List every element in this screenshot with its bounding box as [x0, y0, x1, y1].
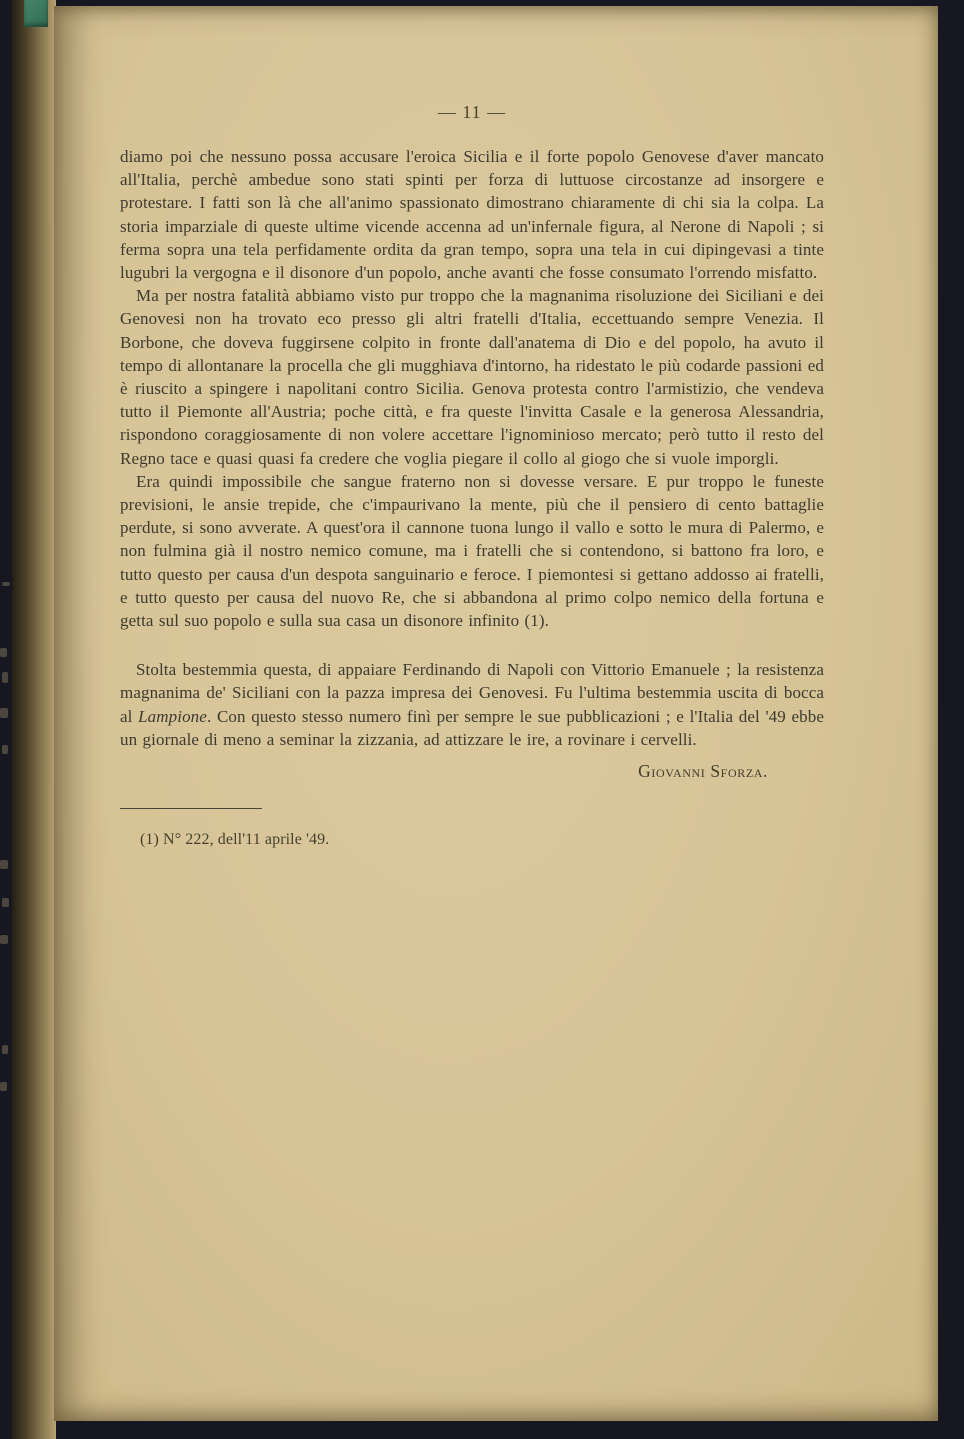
stray-ink-mark	[0, 648, 7, 657]
paragraph-closing	[120, 658, 824, 751]
paragraph-continuation: diamo poi che nessuno possa accusare l'eroica Sicilia e il forte popolo Genovese d'aver mancato all'Italia, perchè ambedue sono stati spinti per forza di luttuose circostanze ad insorgere e protestare. I fatti son là che all'animo spassionato dimostrano chiaramente di chi sia la colpa. La storia imparziale di queste ultime vicende accenna ad un'infernale figura, al Nerone di Napoli ; si ferma sopra una tela perfidamente ordita da gran tempo, sopra una tela in cui dipingevasi a tinte lugubri la vergogna e il disonore d'un popolo, anche avanti che fosse consumato l'orrendo misfatto.	[120, 147, 824, 283]
journal-title-italic: Lampione	[138, 706, 207, 726]
footnote-rule	[120, 808, 262, 809]
stray-ink-mark	[2, 582, 10, 586]
closing-text-before: Stolta bestemmia questa, di appaiare Ferdinando di Napoli con Vittorio Emanuele ; la resistenza magnanima de' Siciliani con la pazza impresa dei Genovesi. Fu l'ultima bestemmia uscita di bocca al	[120, 660, 824, 726]
stray-ink-mark	[2, 898, 9, 907]
stray-ink-mark	[0, 935, 8, 944]
stray-ink-mark	[0, 708, 8, 718]
book-gutter-page-edges	[12, 0, 56, 1439]
paragraph-3: Era quindi impossibile che sangue fraterno non si dovesse versare. E pur troppo le funeste previsioni, le ansie trepide, che c'impaurivano la mente, più che il pensiero di cento battaglie perdute, si sono avverate. A quest'ora il cannone tuona lungo il vallo e sotto le mura di Palermo, e non fulmina già il nostro nemico comune, ma i fratelli che si contendono, si battono fra loro, e tutto questo per causa d'un despota sanguinario e feroce. I piemontesi si gettano addosso ai fratelli, e tutto questo per causa del nuovo Re, che si abbandona al primo colpo nemico della fortuna e getta sul suo popolo e sulla sua casa un disonore infinito (1).	[120, 471, 824, 631]
book-cover-corner	[24, 0, 48, 27]
footnote: (1) N° 222, dell'11 aprile '49.	[140, 831, 330, 849]
page-content	[54, 6, 938, 849]
stray-ink-mark	[2, 672, 8, 683]
page-number: — 11 —	[437, 102, 507, 122]
paragraph-2: Ma per nostra fatalità abbiamo visto pur troppo che la magnanima risoluzione dei Siciliani e dei Genovesi non ha trovato eco presso gli altri fratelli d'Italia, eccettuando sempre Venezia. Il Borbone, che doveva fuggirsene colpito in fronte dall'anatema di Dio e del popolo, ha avuto il tempo di allontanare la procella che gli mugghiava d'intorno, ha ridestato le più codarde passioni ed è riuscito a spingere i napolitani contro Sicilia. Genova protesta contro l'armistizio, che vendeva tutto il Piemonte all'Austria; poche città, e fra queste l'invitta Casale e la generosa Alessandria, rispondono coraggiosamente di non volere accettare l'ignominioso mercato; però tutto il resto del Regno tace e quasi quasi fa credere che voglia piegare il collo al giogo che si vuole imporgli.	[120, 286, 824, 468]
stray-ink-mark	[2, 745, 8, 754]
closing-text-after: . Con questo stesso numero finì per sempre le sue pubblicazioni ; e l'Italia del '49 ebbe un giornale di meno a seminar la zizzania, ad attizzare le ire, a rovinare i cervelli.	[120, 706, 824, 749]
stray-ink-mark	[2, 1045, 8, 1054]
author-signature: Giovanni Sforza.	[638, 761, 768, 782]
stray-ink-mark	[0, 860, 8, 869]
stray-ink-mark	[0, 1082, 7, 1091]
book-page	[54, 6, 938, 1421]
